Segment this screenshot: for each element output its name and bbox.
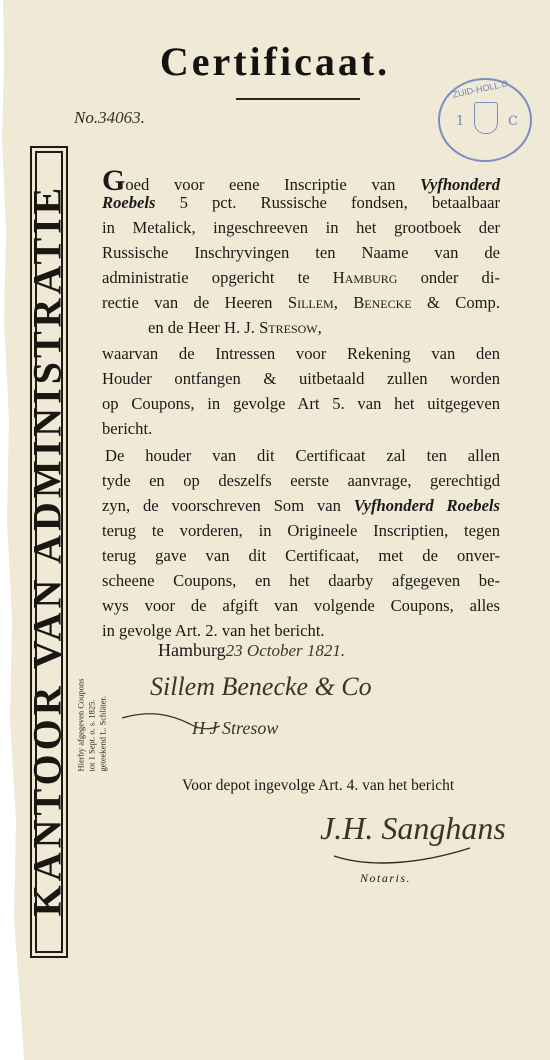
stamp-right-char: C <box>508 114 518 129</box>
signature-notary: J.H. Sanghans <box>320 810 506 846</box>
body-line: tyde en op deszelfs eerste aanvrage, gerechtigd <box>102 471 500 490</box>
body-line: administratie opgericht te Hamburg onder di- <box>102 268 500 287</box>
stamp-shield-icon <box>474 102 498 134</box>
stamp-top-text: ZUID-HOLL.D <box>451 78 509 100</box>
body-line: terug gave van dit Certificaat, met de onver- <box>102 546 500 565</box>
coupon-note-line-2: tot 1 Sept. o. s. 1825. <box>86 699 97 772</box>
body-line: waarvan de Intressen voor Rekening van den <box>102 344 500 363</box>
body-line: rectie van de Heeren Sillem, Benecke & Comp. <box>102 293 501 312</box>
body-line: Russische Inschryvingen ten Naame van de <box>102 243 500 262</box>
body-line: terug te vorderen, in Origineele Inscriptien, tegen <box>102 521 500 540</box>
notary-flourish <box>330 842 480 870</box>
drop-cap: G <box>102 164 126 197</box>
date-handwritten: 23 October 1821. <box>225 641 346 660</box>
body-line: Roebels 5 pct. Russische fondsen, betaalbaar <box>102 193 500 212</box>
depot-line: Voor depot ingevolge Art. 4. van het bericht <box>182 777 455 794</box>
signature-sillem-benecke: Sillem Benecke & Co <box>150 672 372 701</box>
document-title: Certificaat. <box>159 39 391 84</box>
place-and-date <box>158 640 345 661</box>
coupon-note <box>76 678 109 771</box>
body-line: in Metalick, ingeschreeven in het grootboek der <box>102 218 500 237</box>
body-line: Houder ontfangen & uitbetaald zullen worden <box>102 369 500 388</box>
body-line: op Coupons, in gevolge Art 5. van het uitgegeven <box>102 394 500 413</box>
coupon-note-line-1: Hierby afgegeven Coupons <box>75 678 86 772</box>
notaris-label: Notaris. <box>360 871 412 885</box>
seal-stamp <box>438 78 532 162</box>
number-prefix: No. <box>74 108 99 127</box>
number-handwritten: 34063 <box>98 108 141 127</box>
body-line: wys voor de afgift van volgende Coupons, alles <box>102 596 500 615</box>
title-rule <box>236 98 360 100</box>
body-line: De houder van dit Certificaat zal ten allen <box>105 446 500 465</box>
body-line: zyn, de voorschreven Som van Vyfhonderd Roebels <box>102 496 501 515</box>
place: Hamburg <box>158 640 226 660</box>
body-line: en de Heer H. J. Stresow, <box>148 318 322 337</box>
body-line: in gevolge Art. 2. van het bericht. <box>102 621 325 640</box>
coupon-note-line-3: geteekend L. Schläter. <box>97 695 108 772</box>
signature-stresow: H J Stresow <box>192 718 279 738</box>
body-line: scheene Coupons, en het daarby afgegeven be- <box>102 571 500 590</box>
number-suffix: . <box>140 108 145 127</box>
body-line: bericht. <box>102 419 153 438</box>
stamp-left-char: 1 <box>456 114 465 129</box>
side-band-text: KANTOOR VAN ADMINISTRATIE <box>24 183 70 917</box>
certificate-number <box>74 108 145 128</box>
body-line: Goed voor eene Inscriptie van Vyfhonderd <box>102 164 500 197</box>
